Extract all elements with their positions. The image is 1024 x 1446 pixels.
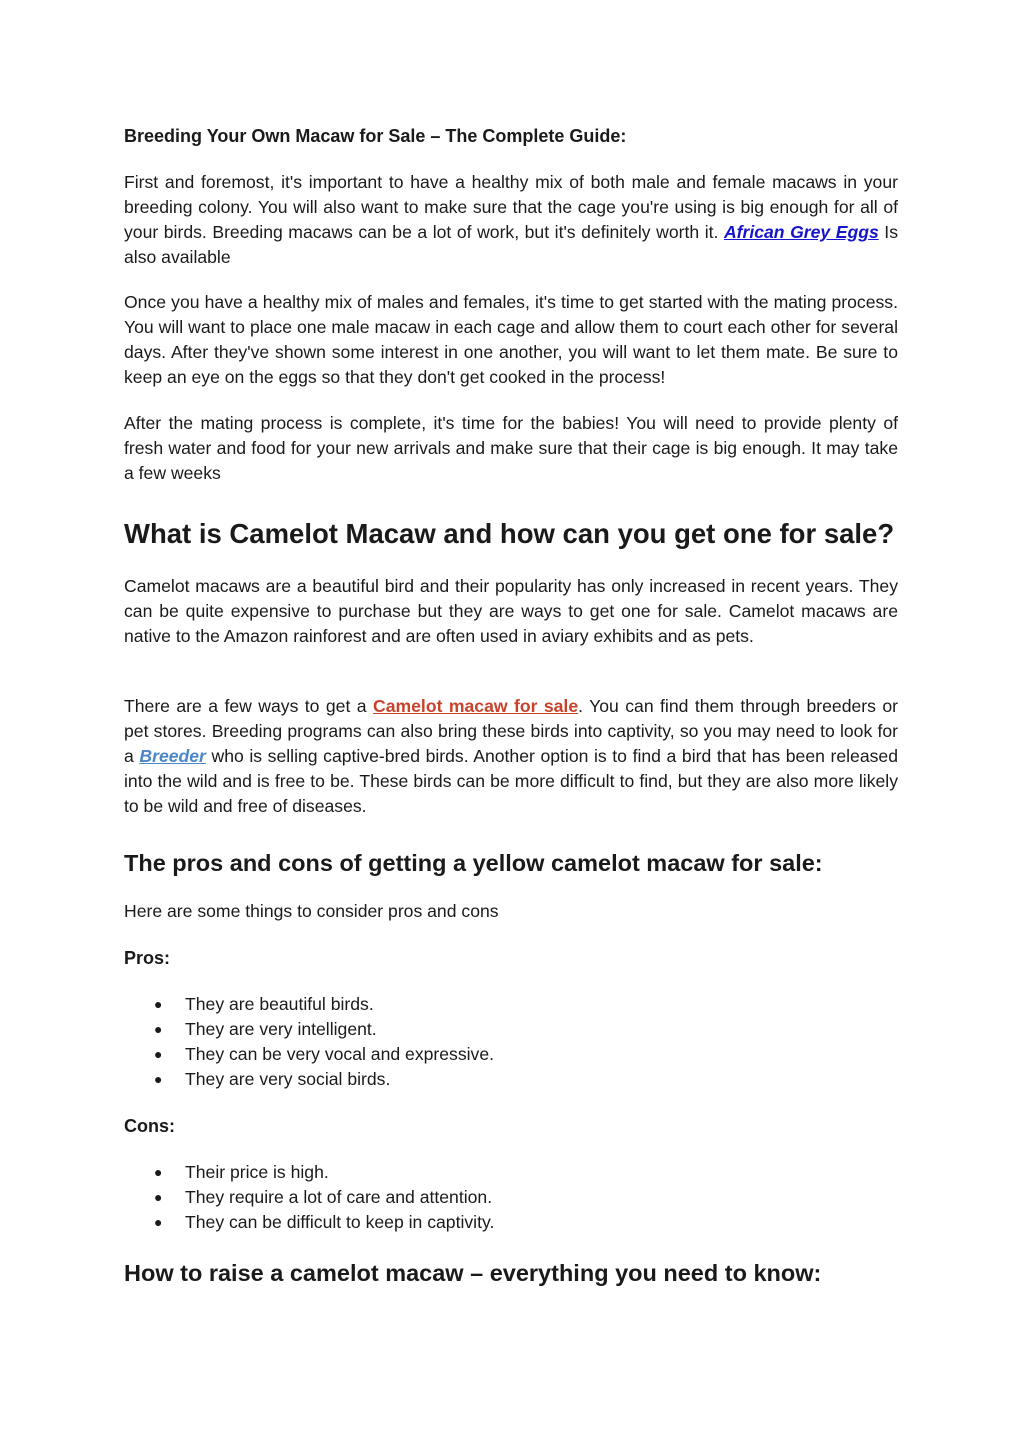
list-item: ● Their price is high. [124, 1160, 494, 1185]
paragraph-text: First and foremost, it's important to have a healthy mix of both male and female macaws in your breeding colony. You will also want to make sure that the cage you're using is big enough for all of your birds. Breeding macaws can be a lot of work, but it's definitely worth it. [124, 172, 898, 242]
list-item: ● They can be difficult to keep in captivity. [124, 1210, 494, 1235]
bullet-icon: ● [154, 1071, 163, 1087]
paragraph-text-tail: Is also available [124, 222, 898, 267]
list-item: ● They can be very vocal and expressive. [124, 1042, 494, 1067]
bullet-icon: ● [154, 1189, 163, 1205]
paragraph-text: There are a few ways to get a [124, 696, 374, 716]
heading-how-to-raise: How to raise a camelot macaw – everything you need to know: [124, 1260, 822, 1286]
paragraph-mating: Once you have a healthy mix of males and females, it's time to get started with the mating process. You will want to place one male macaw in each cage and allow them to court each other for several days. After they've shown some interest in one another, you will want to let them mate. Be sure to keep an eye on the eggs so that they don't get cooked in the process! [124, 292, 898, 387]
list-item: ● They require a lot of care and attention. [124, 1185, 494, 1210]
paragraph-camelot-intro: Camelot macaws are a beautiful bird and their popularity has only increased in recent years. They can be quite expensive to purchase but they are ways to get one for sale. Camelot macaws are native to the Amazon rainforest and are often used in aviary exhibits and as pets. [124, 576, 898, 646]
african-grey-eggs-link[interactable]: African Grey Eggs [723, 222, 879, 242]
list-item: ● They are very social birds. [124, 1067, 494, 1092]
bullet-icon: ● [154, 1164, 163, 1180]
paragraph-breeding-intro [124, 170, 898, 270]
bullet-icon: ● [154, 1021, 163, 1037]
pros-label: Pros: [124, 948, 171, 968]
paragraph-text: who is selling captive-bred birds. Another option is to find a bird that has been released into the wild and is free to be. These birds can be more difficult to find, but they are also more likely to be wild and free of diseases. [124, 746, 898, 816]
list-item: ● They are very intelligent. [124, 1017, 494, 1042]
bullet-icon: ● [154, 996, 163, 1012]
list-item: ● They are beautiful birds. [124, 992, 494, 1017]
heading-pros-cons: The pros and cons of getting a yellow camelot macaw for sale: [124, 850, 823, 876]
breeder-link[interactable]: Breeder [139, 746, 206, 766]
section-title-breeding: Breeding Your Own Macaw for Sale – The Complete Guide: [124, 126, 627, 146]
camelot-macaw-for-sale-link[interactable]: Camelot macaw for sale [373, 696, 579, 716]
paragraph-text: . You can find them through breeders or pet stores. Breeding programs can also bring these birds into captivity, so you may need to look for a [124, 696, 898, 766]
pros-list [124, 992, 494, 1092]
paragraph-pros-cons-intro: Here are some things to consider pros and cons [124, 901, 499, 921]
heading-camelot-macaw: What is Camelot Macaw and how can you get one for sale? [124, 518, 895, 549]
paragraph-ways-to-get [124, 694, 898, 819]
bullet-icon: ● [154, 1214, 163, 1230]
cons-list [124, 1160, 494, 1235]
paragraph-babies: After the mating process is complete, it's time for the babies! You will need to provide plenty of fresh water and food for your new arrivals and make sure that their cage is big enough. It may take a few weeks [124, 413, 898, 483]
bullet-icon: ● [154, 1046, 163, 1062]
cons-label: Cons: [124, 1116, 175, 1136]
